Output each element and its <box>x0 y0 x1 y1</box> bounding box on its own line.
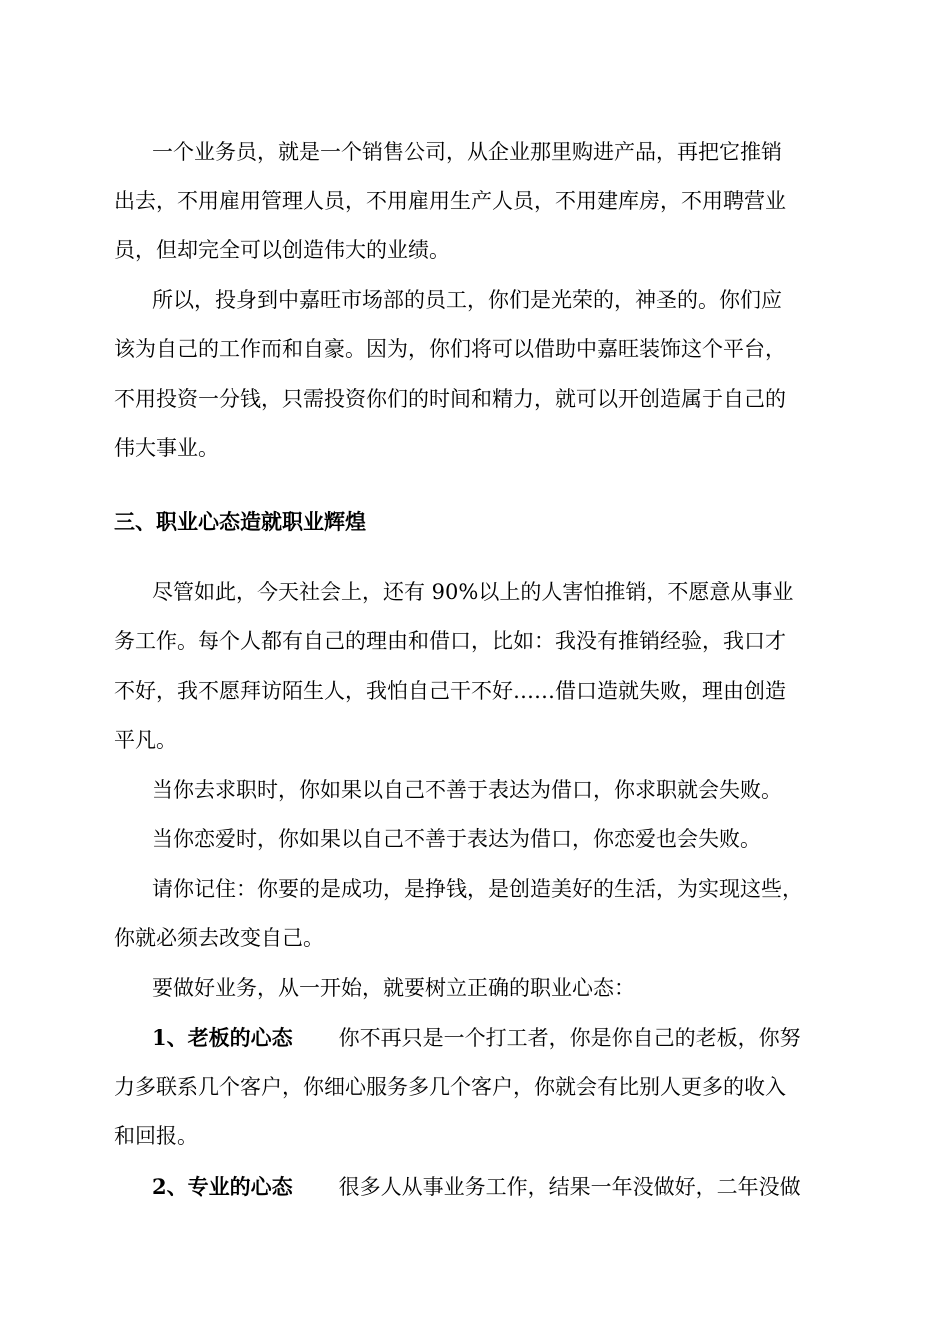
section-heading: 三、职业心态造就职业辉煌 <box>114 509 366 534</box>
para3-line4: 平凡。 <box>114 728 177 752</box>
item1-line3: 和回报。 <box>114 1124 198 1148</box>
item1-line2: 力多联系几个客户，你细心服务多几个客户，你就会有比别人更多的收入 <box>114 1075 786 1099</box>
para1-line1: 一个业务员，就是一个销售公司，从企业那里购进产品，再把它推销 <box>152 140 782 164</box>
para2-line3: 不用投资一分钱，只需投资你们的时间和精力，就可以开创造属于自己的 <box>114 387 786 411</box>
item2-title: 2、专业的心态 <box>152 1174 293 1199</box>
item1-text: 你不再只是一个打工者，你是你自己的老板，你努 <box>338 1026 801 1050</box>
para2-line1: 所以，投身到中嘉旺市场部的员工，你们是光荣的，神圣的。你们应 <box>152 288 782 312</box>
para1-line3: 员，但却完全可以创造伟大的业绩。 <box>114 238 450 262</box>
para3-line1: 尽管如此，今天社会上，还有 90%以上的人害怕推销，不愿意从事业 <box>152 580 794 604</box>
para1-line2: 出去，不用雇用管理人员，不用雇用生产人员，不用建库房，不用聘营业 <box>114 189 786 213</box>
para3-line3: 不好，我不愿拜访陌生人，我怕自己干不好……借口造就失败，理由创造 <box>114 679 786 703</box>
para4: 当你去求职时，你如果以自己不善于表达为借口，你求职就会失败。 <box>152 778 782 802</box>
para6-line1: 请你记住：你要的是成功，是挣钱，是创造美好的生活，为实现这些， <box>152 877 803 901</box>
item1-line1 <box>152 1024 801 1052</box>
item2-text: 很多人从事业务工作，结果一年没做好，二年没做 <box>338 1175 801 1199</box>
para7: 要做好业务，从一开始，就要树立正确的职业心态： <box>152 976 635 1000</box>
item1-title: 1、老板的心态 <box>152 1025 293 1050</box>
para6-line2: 你就必须去改变自己。 <box>114 926 324 950</box>
para5: 当你恋爱时，你如果以自己不善于表达为借口，你恋爱也会失败。 <box>152 827 761 851</box>
para2-line2: 该为自己的工作而和自豪。因为，你们将可以借助中嘉旺装饰这个平台， <box>114 337 786 361</box>
item2-line1 <box>152 1173 801 1201</box>
para2-line4: 伟大事业。 <box>114 436 219 460</box>
para3-line2: 务工作。每个人都有自己的理由和借口，比如：我没有推销经验，我口才 <box>114 629 786 653</box>
